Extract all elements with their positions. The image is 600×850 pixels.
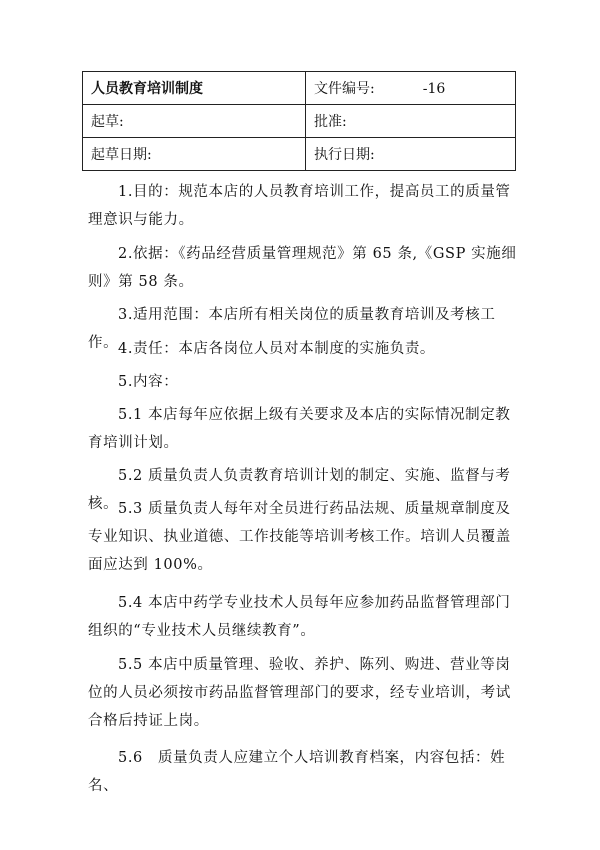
exec-date-label: 执行日期:	[306, 138, 516, 171]
paragraph-5-3-text: 5.3 质量负责人每年对全员进行药品法规、质量规章制度及专业知识、执业道德、工作技能等培训考核工作。培训人员覆盖面应达到 100%。	[88, 501, 511, 573]
document-title: 人员教育培训制度	[83, 72, 306, 105]
paragraph-basis	[88, 240, 518, 296]
paragraph-scope-text: 3.适用范围：本店所有相关岗位的质量教育培训及考核工作。	[88, 307, 496, 351]
paragraph-5-3	[88, 495, 518, 579]
paragraph-5-1-text: 5.1 本店每年应依据上级有关要求及本店的实际情况制定教育培训计划。	[88, 407, 511, 451]
paragraph-responsibility	[88, 335, 518, 363]
header-table	[82, 71, 516, 171]
paragraph-5-5-text: 5.5 本店中质量管理、验收、养护、陈列、购进、营业等岗位的人员必须按市药品监督管理部门的要求，经专业培训，考试合格后持证上岗。	[88, 657, 511, 729]
paragraph-basis-text: 2.依据：《药品经营质量管理规范》第 65 条,《GSP 实施细则》第 58 条。	[88, 246, 517, 290]
doc-number-cell	[306, 72, 516, 105]
paragraph-5-2-text: 5.2 质量负责人负责教育培训计划的制定、实施、监督与考核。	[88, 468, 511, 512]
paragraph-content-heading	[88, 368, 518, 396]
paragraph-purpose-text: 1.目的：规范本店的人员教育培训工作，提高员工的质量管理意识与能力。	[88, 184, 511, 228]
header-row-3	[83, 138, 516, 171]
paragraph-purpose	[88, 178, 518, 234]
drafter-label: 起草:	[83, 105, 306, 138]
paragraph-5-5	[88, 651, 518, 735]
doc-number-value: -16	[422, 81, 446, 97]
draft-date-label: 起草日期:	[83, 138, 306, 171]
doc-number-label: 文件编号:	[314, 81, 375, 97]
paragraph-5-4-text: 5.4 本店中药学专业技术人员每年应参加药品监督管理部门组织的“专业技术人员继续教育”。	[88, 595, 511, 639]
paragraph-5-6	[88, 744, 518, 800]
approver-label: 批准:	[306, 105, 516, 138]
paragraph-content-heading-text: 5.内容：	[118, 374, 179, 390]
paragraph-responsibility-text: 4.责任：本店各岗位人员对本制度的实施负责。	[118, 341, 436, 357]
header-row-2	[83, 105, 516, 138]
paragraph-5-6-text: 5.6 质量负责人应建立个人培训教育档案，内容包括：姓名、	[88, 750, 506, 794]
header-row-1	[83, 72, 516, 105]
paragraph-5-4	[88, 589, 518, 645]
paragraph-5-1	[88, 401, 518, 457]
